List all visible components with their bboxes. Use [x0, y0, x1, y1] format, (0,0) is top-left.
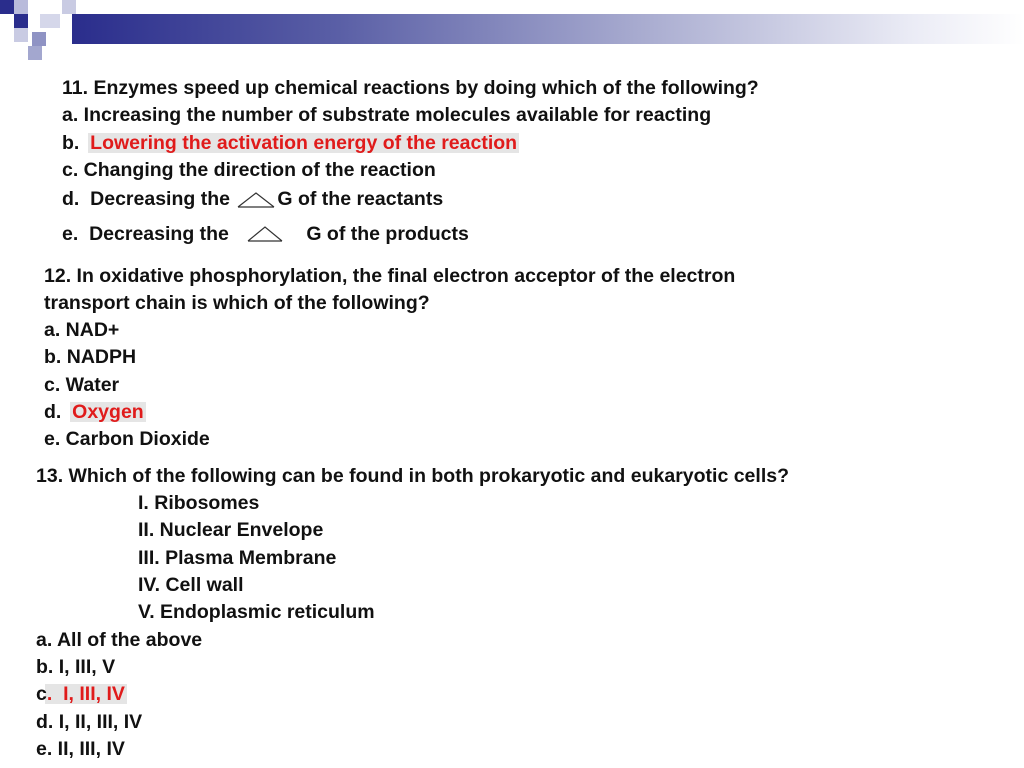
q13-item-2: II. Nuclear Envelope	[138, 519, 324, 541]
q13-option-e: e. II, III, IV	[36, 738, 125, 760]
q11-question: 11. Enzymes speed up chemical reactions by doing which of the following?	[62, 77, 759, 99]
q12-option-c: c. Water	[44, 374, 120, 396]
q11-option-e	[62, 222, 469, 246]
q12-option-d	[44, 400, 144, 424]
q13-item-1: I. Ribosomes	[138, 492, 260, 514]
q13-item-4: IV. Cell wall	[138, 574, 244, 596]
q13-correct-answer: . I, III, IV	[46, 683, 125, 705]
header-square-mid	[32, 32, 46, 46]
q11-option-d	[62, 187, 443, 211]
q11-correct-answer: Lowering the activation energy of the reaction	[90, 132, 518, 154]
q11-option-d-prefix: d. Decreasing the	[62, 188, 236, 210]
header-square-light	[40, 14, 60, 28]
q11-option-e-prefix: e. Decreasing the	[62, 223, 235, 245]
q13-option-b: b. I, III, V	[36, 656, 116, 678]
q11-option-b	[62, 131, 517, 155]
q12-option-b: b. NADPH	[44, 346, 137, 368]
q11-option-d-suffix: G of the reactants	[277, 188, 444, 210]
q13-option-c-prefix: c	[36, 683, 47, 705]
header-square-dark	[14, 14, 28, 28]
q13-option-a: a. All of the above	[36, 629, 203, 651]
q13-option-d: d. I, II, III, IV	[36, 711, 143, 733]
q12-correct-answer: Oxygen	[72, 401, 144, 423]
q12-option-a: a. NAD+	[44, 319, 120, 341]
q12-question-line2: transport chain is which of the following?	[44, 292, 430, 314]
q12-option-d-prefix: d.	[44, 401, 73, 423]
header-square-light	[62, 0, 76, 14]
header-square-light	[14, 28, 28, 42]
header-gradient-bar	[72, 14, 1024, 44]
q13-item-3: III. Plasma Membrane	[138, 547, 337, 569]
header-square-light	[14, 0, 28, 14]
q11-option-a: a. Increasing the number of substrate molecules available for reacting	[62, 104, 712, 126]
header-square-mid	[28, 46, 42, 60]
header-square-dark	[0, 0, 14, 14]
q12-option-e: e. Carbon Dioxide	[44, 428, 210, 450]
q13-question: 13. Which of the following can be found in both prokaryotic and eukaryotic cells?	[36, 465, 789, 487]
q11-option-b-prefix: b.	[62, 132, 91, 154]
delta-icon	[235, 190, 277, 210]
q11-option-e-suffix: G of the products	[306, 223, 469, 245]
q13-option-c	[36, 682, 125, 706]
q12-question-line1: 12. In oxidative phosphorylation, the final electron acceptor of the electron	[44, 265, 736, 287]
q11-option-c: c. Changing the direction of the reaction	[62, 159, 436, 181]
delta-icon	[234, 224, 306, 246]
q13-item-5: V. Endoplasmic reticulum	[138, 601, 375, 623]
